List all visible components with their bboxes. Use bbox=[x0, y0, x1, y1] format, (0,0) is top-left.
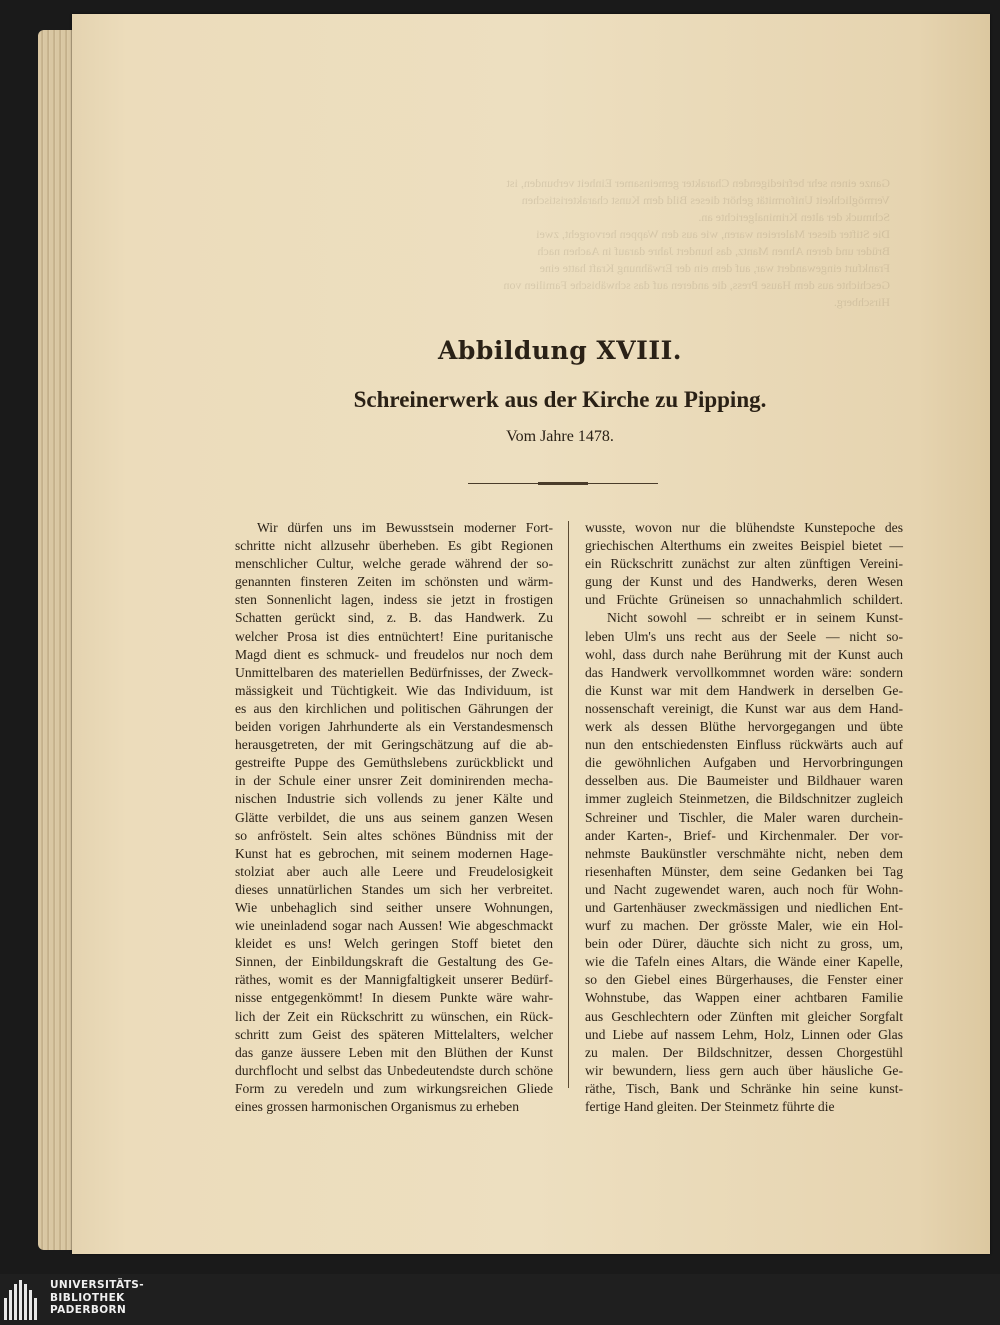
library-logo-icon bbox=[4, 1280, 44, 1320]
text-line: nun den entschiedensten Einfluss rückwärts auch auf bbox=[585, 737, 903, 753]
page-title: Schreinerwerk aus der Kirche zu Pipping. bbox=[353, 387, 767, 412]
text-line: Schreiner und Tischler, die Maler waren durchein- bbox=[585, 809, 903, 825]
text-line: beiden vorigen Jahrhunderte als ein Verstandesmensch bbox=[235, 719, 553, 735]
text-line: lich der Zeit ein Rückschritt zu wünschen, ein Rück- bbox=[235, 1008, 553, 1024]
library-name-line: BIBLIOTHEK bbox=[50, 1291, 125, 1304]
text-line: die Kunst war mit dem Handwerk in derselben Ge- bbox=[585, 682, 903, 698]
text-line: durchflocht und selbst das Unbedeutendste durch schöne bbox=[235, 1062, 553, 1078]
text-line: gestreifte Puppe des Gemüthslebens zurückblickt und bbox=[235, 755, 553, 771]
text-line: Kunst hat es gebrochen, mit seinem modernen Hage- bbox=[235, 845, 553, 861]
text-line: griechischen Alterthums ein zweites Beispiel bietet — bbox=[585, 538, 903, 554]
library-name-line: UNIVERSITÄTS- bbox=[50, 1279, 145, 1291]
text-column-left bbox=[235, 519, 553, 1116]
text-line: das ganze äussere Leben mit den Blüthen der Kunst bbox=[235, 1044, 553, 1060]
text-line: Glätte verbildet, die uns aus seinem ganzen Wesen bbox=[235, 809, 553, 825]
text-line: Magd dient es schmuck- und freudelos nur noch dem bbox=[235, 646, 553, 662]
text-line: in der Schule einer unsrer Zeit dominirenden mecha- bbox=[235, 773, 553, 789]
text-line: nehmste Baukünstler verschmähte nicht, neben dem bbox=[585, 845, 903, 861]
text-line: Form zu veredeln und zum wirkungsreichen Gliede bbox=[235, 1080, 553, 1096]
library-name-line: PADERBORN bbox=[50, 1304, 127, 1316]
text-line: riesenhaften Münster, dem seine Gedanken bei Tag bbox=[585, 863, 903, 879]
text-line: wusste, wovon nur die blühendste Kunstepoche des bbox=[585, 520, 903, 535]
text-line: wir bewundern, liess gern auch über häusliche Ge- bbox=[585, 1062, 903, 1078]
text-line: Schatten gerückt sind, z. B. das Handwerk. Zu bbox=[235, 610, 553, 626]
text-line: herausgetreten, der mit Geringschätzung auf die ab- bbox=[235, 737, 553, 753]
text-line: nischen Industrie sich vollends zu jener Kälte und bbox=[235, 791, 553, 807]
text-line: die gewöhnlichen Aufgaben und Hervorbringungen bbox=[585, 755, 903, 771]
text-line: ein Rückschritt zunächst zur alten zünftigen Vereini- bbox=[585, 556, 903, 572]
text-line: so anfröstelt. Sein altes schönes Bündniss mit der bbox=[235, 827, 553, 843]
text-line: und Früchte Grüneisen so unnachahmlich schildert. bbox=[585, 592, 903, 608]
text-line: wie die Tafeln eines Altars, die Wände einer Kapelle, bbox=[585, 954, 903, 970]
text-column-right bbox=[585, 519, 903, 1116]
text-line: menschlicher Cultur, welche gerade während der so- bbox=[235, 556, 553, 572]
text-line: gung der Kunst und des Handwerks, deren Wesen bbox=[585, 574, 903, 590]
text-line: fertige Hand gleiten. Der Steinmetz führte die bbox=[585, 1099, 835, 1114]
text-line: nossenschaft vereinigt, die Kunst war aus dem Hand- bbox=[585, 700, 903, 716]
text-line: genannten finsteren Zeiten im schönsten und wärm- bbox=[235, 574, 553, 590]
text-line: und Nacht zugewendet waren, auch noch für Wohn- bbox=[585, 881, 903, 897]
text-line: werk als dessen Blüthe hervorgegangen und übte bbox=[585, 719, 903, 735]
text-line: wurf zu machen. Der grösste Maler, wie ein Hol- bbox=[585, 918, 903, 934]
page-subtitle: Vom Jahre 1478. bbox=[506, 428, 614, 445]
text-line: nisse entgegenkömmt! In diesem Punkte wäre wahr- bbox=[235, 990, 553, 1006]
text-line: wie uneinladend sogar nach Aussen! Wie abgeschmackt bbox=[235, 918, 553, 934]
text-line: Sinnen, der Einbildungskraft die Gestaltung des Ge- bbox=[235, 954, 553, 970]
text-line: Nicht sowohl — schreibt er in seinem Kunst- bbox=[607, 610, 903, 626]
text-line: Unmittelbaren des materiellen Bedürfnisses, der Zweck- bbox=[235, 664, 553, 680]
text-line: stolziat aber auch alle Leere und Freudelosigkeit bbox=[235, 863, 553, 879]
text-line: leben Ulm's uns recht aus der Seele — nicht so- bbox=[585, 628, 903, 644]
text-line: schritt zum Geist des späteren Mittelalters, welcher bbox=[235, 1026, 553, 1042]
text-line: mässigkeit und Tüchtigkeit. Wie das Individuum, ist bbox=[235, 682, 553, 698]
text-line: räthe, Tisch, Bank und Schränke hin seine kunst- bbox=[585, 1080, 903, 1096]
text-line: kleidet es uns! Welch geringen Stoff bietet den bbox=[235, 936, 553, 952]
text-line: es aus den kirchlichen und politischen Gährungen der bbox=[235, 700, 553, 716]
library-footer bbox=[0, 1274, 1000, 1325]
text-line: dieses unnatürlichen Standes um sich her verbreitet. bbox=[235, 881, 553, 897]
text-line: welcher Prosa ist dies entnüchtert! Eine puritanische bbox=[235, 628, 553, 644]
text-line: bein oder Dürer, däuchte sich nicht zu gross, um, bbox=[585, 936, 903, 952]
text-line: schritte nicht allzusehr überheben. Es gibt Regionen bbox=[235, 538, 553, 554]
text-line: ander Karten-, Brief- und Kirchenmaler. Der vor- bbox=[585, 827, 903, 843]
text-line: Wohnstube, das Wappen einer achtbaren Familie bbox=[585, 990, 903, 1006]
text-line: und Gartenhäuser zweckmässigen und niedlichen Ent- bbox=[585, 899, 903, 915]
text-line: immer zugleich Steinmetzen, die Bildschnitzer zugleich bbox=[585, 791, 903, 807]
ornamental-rule bbox=[468, 483, 658, 484]
text-line: sten Sonnenlicht lagen, indess sie jetzt in frostigen bbox=[235, 592, 553, 608]
show-through-text: Ganze einen sehr befriedigenden Charakter gemeinsamer Einheit verbunden, ist Vermöglichkeit Uniformität gehört dieses Bild dem Kunst charakteristischen Schmuck der alten Kriminalgerichte an. Die Stifter dieser Malereien waren, wie aus den Wappen hervorgeht, zwei Brüder und deren Ahnen Mantz, das hundert Jahre darauf in Aachen nach Frankfurt eingewandert war, auf dem ein der Erwähnung Kraft hatte eine Geschichte aus dem Hause Press, die anderen auf das schwäbische Familien von Hirschberg. bbox=[503, 176, 890, 309]
text-line: zu malen. Der Bildschnitzer, dessen Chorgestühl bbox=[585, 1044, 903, 1060]
text-line: das Handwerk vervollkommnet worden wäre: sondern bbox=[585, 664, 903, 680]
text-line: Wie unbehaglich sind seither unsere Wohnungen, bbox=[235, 899, 553, 915]
text-line: Wir dürfen uns im Bewusstsein moderner Fort- bbox=[257, 520, 553, 535]
plate-heading: Abbildung XVIII. bbox=[438, 336, 682, 365]
text-line: aus Geschlechtern oder Zünften mit gleicher Sorgfalt bbox=[585, 1008, 903, 1024]
column-divider bbox=[568, 521, 569, 1088]
library-name bbox=[50, 1279, 144, 1317]
text-line: so den Giebel eines Bürgerhauses, die Fenster einer bbox=[585, 972, 903, 988]
text-line: desselben aus. Die Baumeister und Bildhauer waren bbox=[585, 773, 903, 789]
text-line: eines grossen harmonischen Organismus zu erheben bbox=[235, 1099, 520, 1114]
text-line: und Liebe auf nassem Lehm, Holz, Linnen oder Glas bbox=[585, 1026, 903, 1042]
text-line: wohl, dass durch nahe Berührung mit der Kunst auch bbox=[585, 646, 903, 662]
text-line: räthes, womit es der Mannigfaltigkeit unserer Bedürf- bbox=[235, 972, 553, 988]
